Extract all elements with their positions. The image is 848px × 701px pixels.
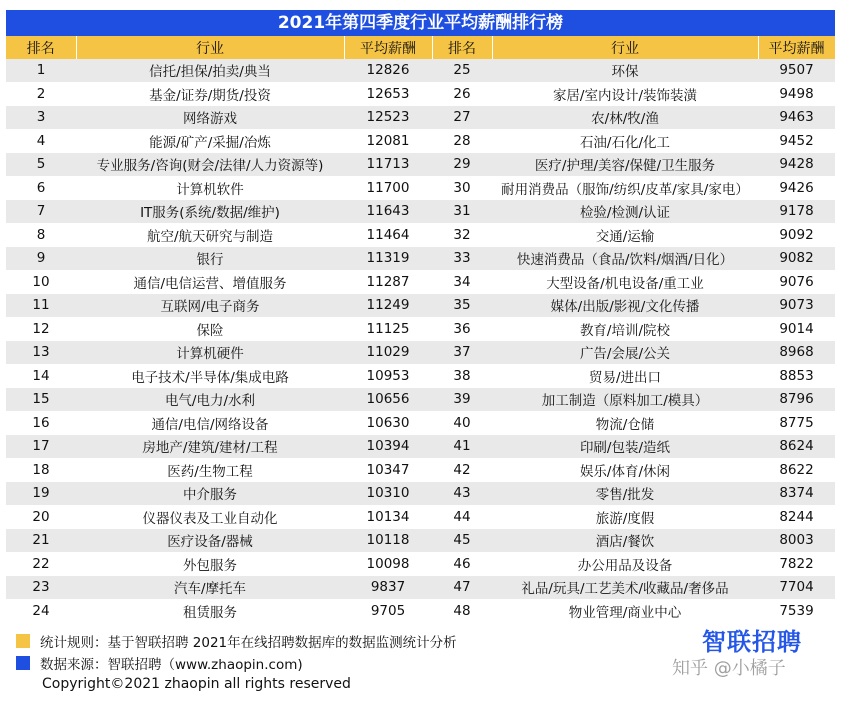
left-salary-cell: 10098 — [344, 552, 432, 576]
right-rank-cell: 42 — [432, 458, 492, 482]
table-row — [6, 270, 835, 294]
left-salary-cell: 12826 — [344, 59, 432, 82]
right-salary-cell: 9452 — [758, 129, 835, 153]
header-rank-left: 排名 — [6, 36, 76, 59]
left-industry-cell: 航空/航天研究与制造 — [76, 223, 344, 247]
left-industry-cell: 中介服务 — [76, 482, 344, 506]
table-row — [6, 59, 835, 82]
left-rank-cell: 5 — [6, 153, 76, 177]
table-row — [6, 247, 835, 271]
left-salary-cell: 9837 — [344, 576, 432, 600]
left-rank-cell: 14 — [6, 364, 76, 388]
left-industry-cell: 租赁服务 — [76, 599, 344, 623]
left-industry-cell: 医药/生物工程 — [76, 458, 344, 482]
right-rank-cell: 25 — [432, 59, 492, 82]
zhaopin-logo: 智联招聘 — [702, 628, 802, 656]
table-row — [6, 176, 835, 200]
left-rank-cell: 4 — [6, 129, 76, 153]
left-industry-cell: 房地产/建筑/建材/工程 — [76, 435, 344, 459]
right-rank-cell: 34 — [432, 270, 492, 294]
right-industry-cell: 耐用消费品（服饰/纺织/皮革/家具/家电） — [492, 176, 758, 200]
left-salary-cell: 10347 — [344, 458, 432, 482]
left-salary-cell: 11643 — [344, 200, 432, 224]
left-rank-cell: 9 — [6, 247, 76, 271]
right-industry-cell: 礼品/玩具/工艺美术/收藏品/奢侈品 — [492, 576, 758, 600]
right-salary-cell: 9507 — [758, 59, 835, 82]
left-salary-cell: 11713 — [344, 153, 432, 177]
left-industry-cell: 电子技术/半导体/集成电路 — [76, 364, 344, 388]
right-industry-cell: 办公用品及设备 — [492, 552, 758, 576]
left-salary-cell: 12523 — [344, 106, 432, 130]
right-industry-cell: 家居/室内设计/装饰装潢 — [492, 82, 758, 106]
header-row — [6, 36, 835, 59]
right-industry-cell: 广告/会展/公关 — [492, 341, 758, 365]
right-salary-cell: 8968 — [758, 341, 835, 365]
left-rank-cell: 2 — [6, 82, 76, 106]
table-row — [6, 458, 835, 482]
left-rank-cell: 23 — [6, 576, 76, 600]
table-row — [6, 482, 835, 506]
right-industry-cell: 零售/批发 — [492, 482, 758, 506]
right-salary-cell: 8244 — [758, 505, 835, 529]
left-salary-cell: 10118 — [344, 529, 432, 553]
left-industry-cell: 基金/证券/期货/投资 — [76, 82, 344, 106]
left-salary-cell: 10394 — [344, 435, 432, 459]
right-salary-cell: 9498 — [758, 82, 835, 106]
right-salary-cell: 9463 — [758, 106, 835, 130]
left-salary-cell: 11287 — [344, 270, 432, 294]
table-row — [6, 435, 835, 459]
right-salary-cell: 8622 — [758, 458, 835, 482]
header-salary-right: 平均薪酬 — [758, 36, 835, 59]
right-industry-cell: 医疗/护理/美容/保健/卫生服务 — [492, 153, 758, 177]
left-rank-cell: 18 — [6, 458, 76, 482]
right-rank-cell: 33 — [432, 247, 492, 271]
header-rank-right: 排名 — [432, 36, 492, 59]
left-rank-cell: 13 — [6, 341, 76, 365]
note-rule-text: 统计规则：基于智联招聘 2021年在线招聘数据库的数据监测统计分析 — [40, 635, 457, 651]
table-body — [6, 59, 835, 623]
right-salary-cell: 8374 — [758, 482, 835, 506]
left-salary-cell: 11249 — [344, 294, 432, 318]
right-salary-cell: 9073 — [758, 294, 835, 318]
left-rank-cell: 10 — [6, 270, 76, 294]
right-industry-cell: 交通/运输 — [492, 223, 758, 247]
left-salary-cell: 11464 — [344, 223, 432, 247]
left-salary-cell: 10656 — [344, 388, 432, 412]
salary-ranking-table — [6, 36, 836, 623]
notes — [16, 630, 457, 674]
right-rank-cell: 32 — [432, 223, 492, 247]
right-salary-cell: 8796 — [758, 388, 835, 412]
right-salary-cell: 7704 — [758, 576, 835, 600]
left-salary-cell: 11029 — [344, 341, 432, 365]
table-row — [6, 411, 835, 435]
right-rank-cell: 45 — [432, 529, 492, 553]
table-row — [6, 200, 835, 224]
left-salary-cell: 12081 — [344, 129, 432, 153]
table-title: 2021年第四季度行业平均薪酬排行榜 — [6, 10, 835, 36]
right-rank-cell: 28 — [432, 129, 492, 153]
right-rank-cell: 46 — [432, 552, 492, 576]
right-rank-cell: 41 — [432, 435, 492, 459]
yellow-square-icon — [16, 634, 30, 648]
table-row — [6, 505, 835, 529]
right-rank-cell: 30 — [432, 176, 492, 200]
header-industry-left: 行业 — [76, 36, 344, 59]
left-salary-cell: 10134 — [344, 505, 432, 529]
right-salary-cell: 7822 — [758, 552, 835, 576]
right-rank-cell: 37 — [432, 341, 492, 365]
left-industry-cell: 通信/电信/网络设备 — [76, 411, 344, 435]
right-industry-cell: 农/林/牧/渔 — [492, 106, 758, 130]
left-salary-cell: 10310 — [344, 482, 432, 506]
left-rank-cell: 1 — [6, 59, 76, 82]
table-row — [6, 364, 835, 388]
table-row — [6, 552, 835, 576]
left-salary-cell: 11125 — [344, 317, 432, 341]
table-row — [6, 576, 835, 600]
right-salary-cell: 9426 — [758, 176, 835, 200]
right-rank-cell: 38 — [432, 364, 492, 388]
right-rank-cell: 31 — [432, 200, 492, 224]
left-rank-cell: 7 — [6, 200, 76, 224]
right-salary-cell: 9178 — [758, 200, 835, 224]
left-salary-cell: 11700 — [344, 176, 432, 200]
right-industry-cell: 娱乐/体育/休闲 — [492, 458, 758, 482]
right-rank-cell: 35 — [432, 294, 492, 318]
table-row — [6, 388, 835, 412]
right-industry-cell: 物流/仓储 — [492, 411, 758, 435]
left-industry-cell: 计算机软件 — [76, 176, 344, 200]
left-rank-cell: 8 — [6, 223, 76, 247]
blue-square-icon — [16, 656, 30, 670]
right-salary-cell: 9082 — [758, 247, 835, 271]
right-rank-cell: 29 — [432, 153, 492, 177]
table-row — [6, 106, 835, 130]
right-industry-cell: 贸易/进出口 — [492, 364, 758, 388]
right-rank-cell: 36 — [432, 317, 492, 341]
note-source — [16, 652, 457, 674]
right-salary-cell: 8853 — [758, 364, 835, 388]
right-salary-cell: 9428 — [758, 153, 835, 177]
left-rank-cell: 21 — [6, 529, 76, 553]
right-industry-cell: 快速消费品（食品/饮料/烟酒/日化） — [492, 247, 758, 271]
right-industry-cell: 印刷/包装/造纸 — [492, 435, 758, 459]
right-salary-cell: 8624 — [758, 435, 835, 459]
right-industry-cell: 酒店/餐饮 — [492, 529, 758, 553]
left-industry-cell: 仪器仪表及工业自动化 — [76, 505, 344, 529]
watermark: 知乎 @小橘子 — [672, 658, 786, 679]
right-industry-cell: 石油/石化/化工 — [492, 129, 758, 153]
right-salary-cell: 8003 — [758, 529, 835, 553]
left-industry-cell: 信托/担保/拍卖/典当 — [76, 59, 344, 82]
right-rank-cell: 39 — [432, 388, 492, 412]
right-industry-cell: 旅游/度假 — [492, 505, 758, 529]
left-industry-cell: 银行 — [76, 247, 344, 271]
left-rank-cell: 12 — [6, 317, 76, 341]
left-salary-cell: 10953 — [344, 364, 432, 388]
right-industry-cell: 教育/培训/院校 — [492, 317, 758, 341]
table-row — [6, 341, 835, 365]
header-industry-right: 行业 — [492, 36, 758, 59]
right-industry-cell: 大型设备/机电设备/重工业 — [492, 270, 758, 294]
left-industry-cell: 汽车/摩托车 — [76, 576, 344, 600]
table-row — [6, 129, 835, 153]
right-industry-cell: 加工制造（原料加工/模具） — [492, 388, 758, 412]
left-industry-cell: 电气/电力/水利 — [76, 388, 344, 412]
header-salary-left: 平均薪酬 — [344, 36, 432, 59]
right-rank-cell: 27 — [432, 106, 492, 130]
right-rank-cell: 47 — [432, 576, 492, 600]
right-rank-cell: 44 — [432, 505, 492, 529]
left-industry-cell: 通信/电信运营、增值服务 — [76, 270, 344, 294]
left-rank-cell: 19 — [6, 482, 76, 506]
right-salary-cell: 9092 — [758, 223, 835, 247]
right-rank-cell: 40 — [432, 411, 492, 435]
left-rank-cell: 11 — [6, 294, 76, 318]
left-rank-cell: 20 — [6, 505, 76, 529]
left-industry-cell: 网络游戏 — [76, 106, 344, 130]
left-industry-cell: 能源/矿产/采掘/冶炼 — [76, 129, 344, 153]
right-salary-cell: 8775 — [758, 411, 835, 435]
right-rank-cell: 26 — [432, 82, 492, 106]
left-salary-cell: 11319 — [344, 247, 432, 271]
left-industry-cell: 计算机硬件 — [76, 341, 344, 365]
left-industry-cell: 医疗设备/器械 — [76, 529, 344, 553]
right-industry-cell: 环保 — [492, 59, 758, 82]
right-industry-cell: 媒体/出版/影视/文化传播 — [492, 294, 758, 318]
right-rank-cell: 48 — [432, 599, 492, 623]
copyright: Copyright©2021 zhaopin all rights reserved — [42, 676, 351, 692]
left-rank-cell: 17 — [6, 435, 76, 459]
left-salary-cell: 9705 — [344, 599, 432, 623]
left-industry-cell: 专业服务/咨询(财会/法律/人力资源等) — [76, 153, 344, 177]
right-industry-cell: 检验/检测/认证 — [492, 200, 758, 224]
right-salary-cell: 9014 — [758, 317, 835, 341]
right-salary-cell: 9076 — [758, 270, 835, 294]
table-row — [6, 529, 835, 553]
left-industry-cell: 互联网/电子商务 — [76, 294, 344, 318]
left-rank-cell: 3 — [6, 106, 76, 130]
left-rank-cell: 24 — [6, 599, 76, 623]
left-rank-cell: 22 — [6, 552, 76, 576]
table-row — [6, 599, 835, 623]
table-row — [6, 82, 835, 106]
right-rank-cell: 43 — [432, 482, 492, 506]
left-industry-cell: 保险 — [76, 317, 344, 341]
left-salary-cell: 12653 — [344, 82, 432, 106]
table-row — [6, 294, 835, 318]
left-rank-cell: 6 — [6, 176, 76, 200]
table-row — [6, 153, 835, 177]
left-salary-cell: 10630 — [344, 411, 432, 435]
table-row — [6, 317, 835, 341]
table-row — [6, 223, 835, 247]
note-source-text: 数据来源：智联招聘（www.zhaopin.com) — [40, 657, 303, 673]
right-industry-cell: 物业管理/商业中心 — [492, 599, 758, 623]
left-industry-cell: IT服务(系统/数据/维护) — [76, 200, 344, 224]
note-rule — [16, 630, 457, 652]
left-industry-cell: 外包服务 — [76, 552, 344, 576]
right-salary-cell: 7539 — [758, 599, 835, 623]
left-rank-cell: 16 — [6, 411, 76, 435]
left-rank-cell: 15 — [6, 388, 76, 412]
